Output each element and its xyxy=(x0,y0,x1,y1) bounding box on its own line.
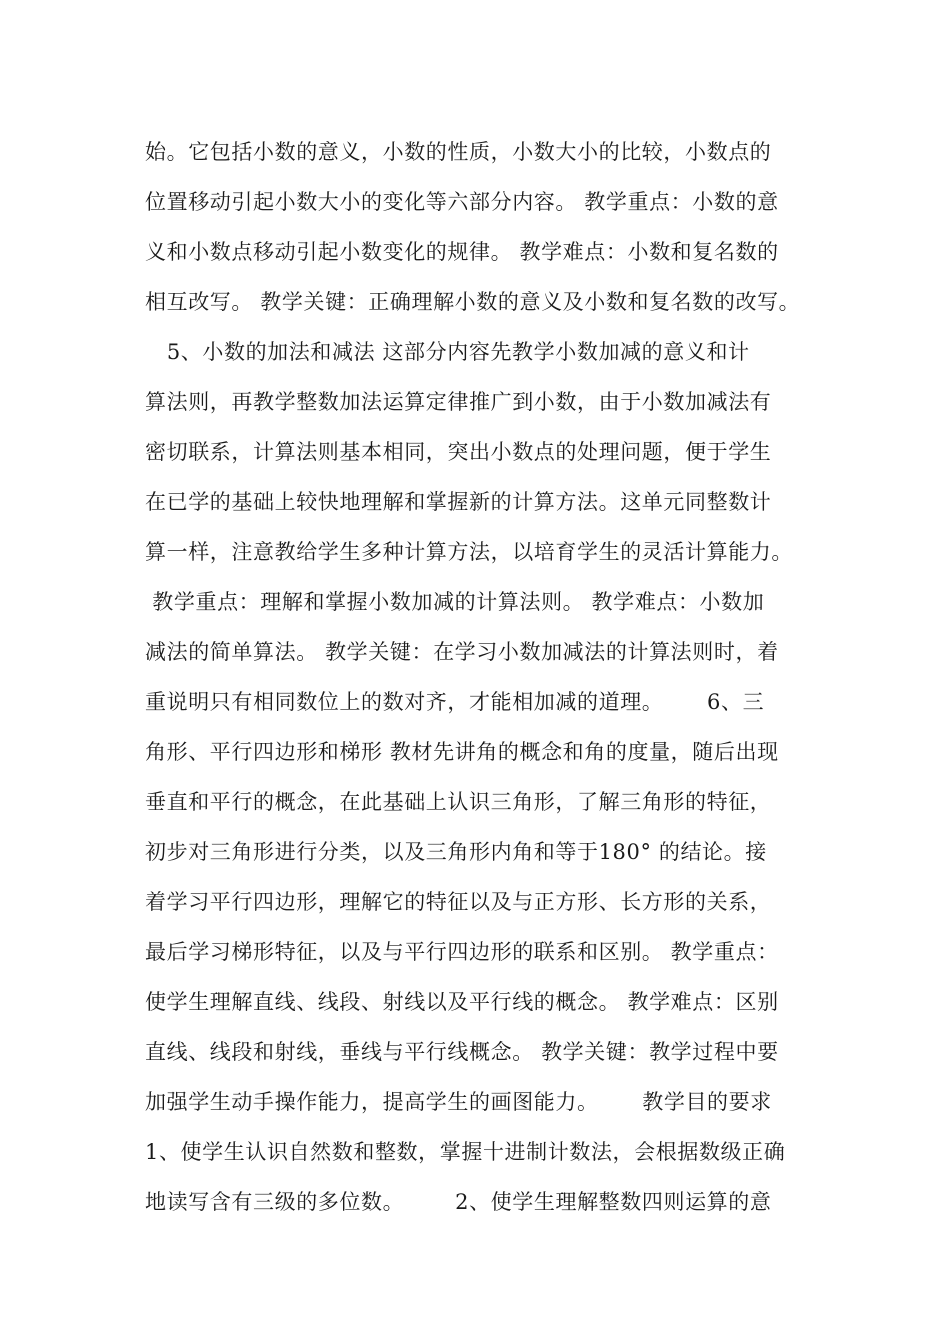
text-line-7: 密切联系，计算法则基本相同，突出小数点的处理问题，便于学生 xyxy=(145,440,772,464)
text-line-19: 直线、线段和射线，垂线与平行线概念。 教学关键：教学过程中要 xyxy=(145,1040,779,1064)
text-line-3: 义和小数点移动引起小数变化的规律。 教学难点：小数和复名数的 xyxy=(145,240,779,264)
text-line-10: 教学重点：理解和掌握小数加减的计算法则。 教学难点：小数加 xyxy=(145,590,765,614)
text-line-18: 使学生理解直线、线段、射线以及平行线的概念。 教学难点：区别 xyxy=(145,990,779,1014)
text-line-20: 加强学生动手操作能力，提高学生的画图能力。 教学目的要求 xyxy=(145,1090,772,1114)
text-line-2: 位置移动引起小数大小的变化等六部分内容。 教学重点：小数的意 xyxy=(145,190,779,214)
text-line-5: 5、小数的加法和减法 这部分内容先教学小数加减的意义和计 xyxy=(145,340,750,364)
text-line-22: 地读写含有三级的多位数。 2、使学生理解整数四则运算的意 xyxy=(145,1190,772,1214)
text-line-14: 垂直和平行的概念，在此基础上认识三角形，了解三角形的特征， xyxy=(145,790,772,814)
text-line-1: 始。它包括小数的意义，小数的性质，小数大小的比较，小数点的 xyxy=(145,140,772,164)
text-line-16: 着学习平行四边形，理解它的特征以及与正方形、长方形的关系， xyxy=(145,890,772,914)
text-line-6: 算法则，再教学整数加法运算定律推广到小数，由于小数加减法有 xyxy=(145,390,772,414)
text-line-21: 1、使学生认识自然数和整数，掌握十进制计数法，会根据数级正确 xyxy=(145,1140,786,1164)
text-line-12: 重说明只有相同数位上的数对齐，才能相加减的道理。 6、三 xyxy=(145,690,765,714)
text-line-17: 最后学习梯形特征，以及与平行四边形的联系和区别。 教学重点： xyxy=(145,940,779,964)
text-line-8: 在已学的基础上较快地理解和掌握新的计算方法。这单元同整数计 xyxy=(145,490,772,514)
text-line-9: 算一样，注意教给学生多种计算方法，以培育学生的灵活计算能力。 xyxy=(145,540,793,564)
text-line-13: 角形、平行四边形和梯形 教材先讲角的概念和角的度量，随后出现 xyxy=(145,740,779,764)
text-line-11: 减法的简单算法。 教学关键：在学习小数加减法的计算法则时，着 xyxy=(145,640,779,664)
text-line-15: 初步对三角形进行分类，以及三角形内角和等于180° 的结论。接 xyxy=(145,840,767,864)
text-line-4: 相互改写。 教学关键：正确理解小数的意义及小数和复名数的改写。 xyxy=(145,290,801,314)
